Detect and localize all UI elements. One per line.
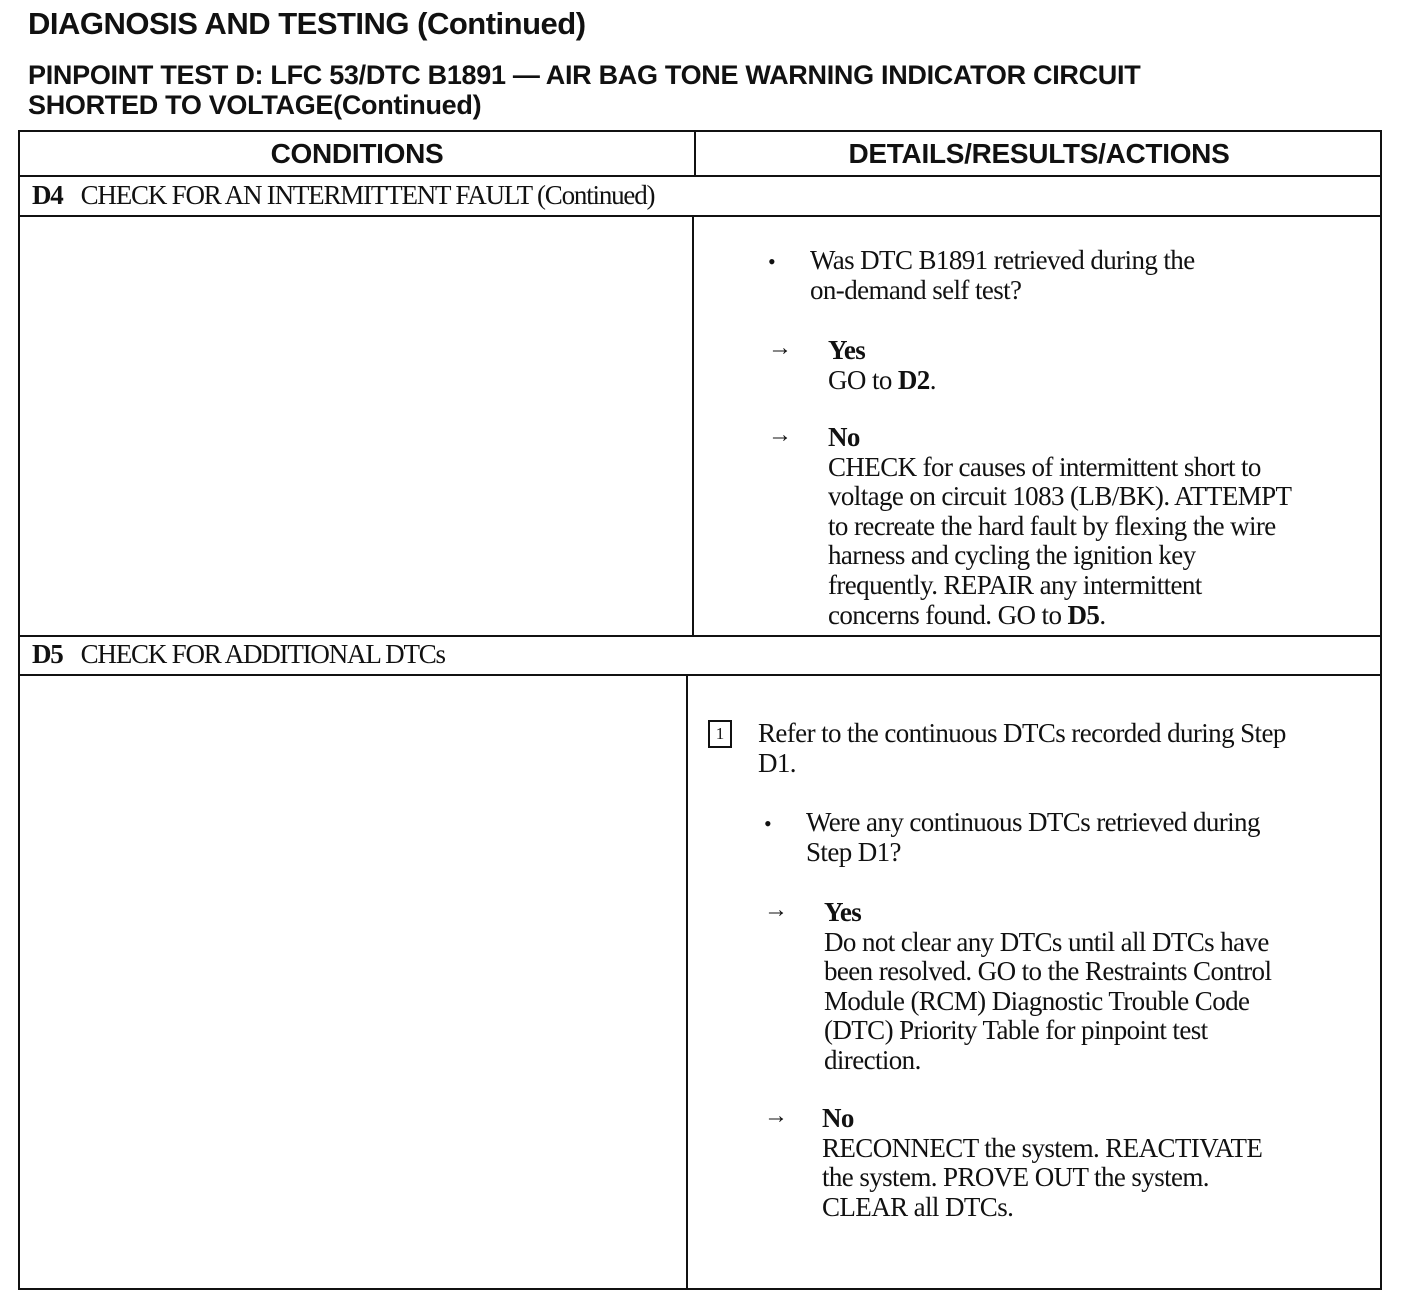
d4-no-line-text: concerns found. GO to <box>828 599 1068 630</box>
d5-question-bullet: • <box>764 811 772 836</box>
step-id-d5: D5 <box>32 639 63 669</box>
d5-question-line: Were any continuous DTCs retrieved during <box>806 807 1260 837</box>
d5-no-line: RECONNECT the system. REACTIVATE <box>822 1132 1263 1163</box>
d5-yes-line: Do not clear any DTCs until all DTCs have <box>824 926 1269 957</box>
d5-yes-line: Module (RCM) Diagnostic Trouble Code <box>824 985 1250 1016</box>
d5-yes-label: Yes <box>824 897 862 927</box>
d5-yes-line: direction. <box>824 1044 921 1075</box>
d4-question <box>810 246 1195 305</box>
d4-title-rule <box>20 215 1380 217</box>
step-row-d5 <box>32 639 445 670</box>
d5-column-divider <box>686 674 688 1290</box>
d5-yes-branch <box>824 898 1271 1076</box>
d5-question <box>806 808 1260 867</box>
d5-sub-step <box>758 719 1286 778</box>
d5-title-rule <box>20 674 1380 676</box>
d4-yes-action-text: GO to <box>828 364 898 395</box>
d4-no-line: to recreate the hard fault by flexing the wire <box>828 510 1276 541</box>
test-title-continued: (Continued) <box>333 90 482 120</box>
d4-yes-action <box>828 366 936 396</box>
d4-no-arrow-icon: → <box>768 422 792 448</box>
d5-no-label: No <box>822 1103 854 1133</box>
d4-yes-action-suffix: . <box>929 364 936 395</box>
d4-yes-branch <box>828 336 936 395</box>
test-title-line-1: PINPOINT TEST D: LFC 53/DTC B1891 — AIR BAG TONE WARNING INDICATOR CIRCUIT <box>28 60 1141 90</box>
d5-no-line: the system. PROVE OUT the system. <box>822 1162 1209 1193</box>
d5-yes-line: (DTC) Priority Table for pinpoint test <box>824 1015 1208 1046</box>
d5-yes-arrow-icon: → <box>764 897 788 923</box>
d5-no-arrow-icon: → <box>764 1103 788 1129</box>
d4-question-line: on-demand self test? <box>810 274 1022 305</box>
d4-no-branch <box>828 423 1291 630</box>
d4-yes-action-ref: D2 <box>897 364 930 395</box>
step-row-d4 <box>32 180 654 211</box>
test-title-line-2 <box>28 90 1368 120</box>
d4-no-line <box>828 601 1291 631</box>
d4-question-bullet: • <box>768 249 776 274</box>
d5-sub-step-line: D1. <box>758 747 796 778</box>
step-id-d4: D4 <box>32 180 63 210</box>
d4-yes-label: Yes <box>828 335 866 365</box>
d5-sub-step-line: Refer to the continuous DTCs recorded during Step <box>758 718 1286 748</box>
header-divider <box>694 132 696 175</box>
d4-bottom-rule <box>20 635 1380 637</box>
d5-sub-step-box: 1 <box>708 720 732 748</box>
page-title: DIAGNOSIS AND TESTING (Continued) <box>28 6 586 41</box>
test-title-text: SHORTED TO VOLTAGE <box>28 90 334 120</box>
d4-yes-arrow-icon: → <box>768 335 792 361</box>
step-title-d5: CHECK FOR ADDITIONAL DTCs <box>80 639 445 669</box>
d5-question-line: Step D1? <box>806 836 901 867</box>
d4-no-line: frequently. REPAIR any intermittent <box>828 569 1202 600</box>
d4-no-line-ref: D5 <box>1067 599 1100 630</box>
d4-no-label: No <box>828 422 860 452</box>
d4-no-line-suffix: . <box>1099 599 1106 630</box>
d5-yes-line: been resolved. GO to the Restraints Control <box>824 956 1272 987</box>
pinpoint-test-title <box>28 60 1368 120</box>
d4-no-line: voltage on circuit 1083 (LB/BK). ATTEMPT <box>828 481 1292 512</box>
d4-question-line: Was DTC B1891 retrieved during the <box>810 245 1195 275</box>
column-header-conditions: CONDITIONS <box>270 138 444 169</box>
header-bottom-rule <box>20 175 1380 177</box>
d5-no-line: CLEAR all DTCs. <box>822 1191 1014 1222</box>
d4-no-line: CHECK for causes of intermittent short to <box>828 451 1261 482</box>
step-continued-d4: (Continued) <box>537 180 655 210</box>
d4-no-line: harness and cycling the ignition key <box>828 540 1196 571</box>
column-header-details: DETAILS/RESULTS/ACTIONS <box>848 138 1230 169</box>
pinpoint-test-table <box>18 130 1382 1290</box>
step-title-d4: CHECK FOR AN INTERMITTENT FAULT <box>80 180 532 210</box>
d4-column-divider <box>692 215 694 635</box>
d5-no-branch <box>822 1104 1262 1222</box>
